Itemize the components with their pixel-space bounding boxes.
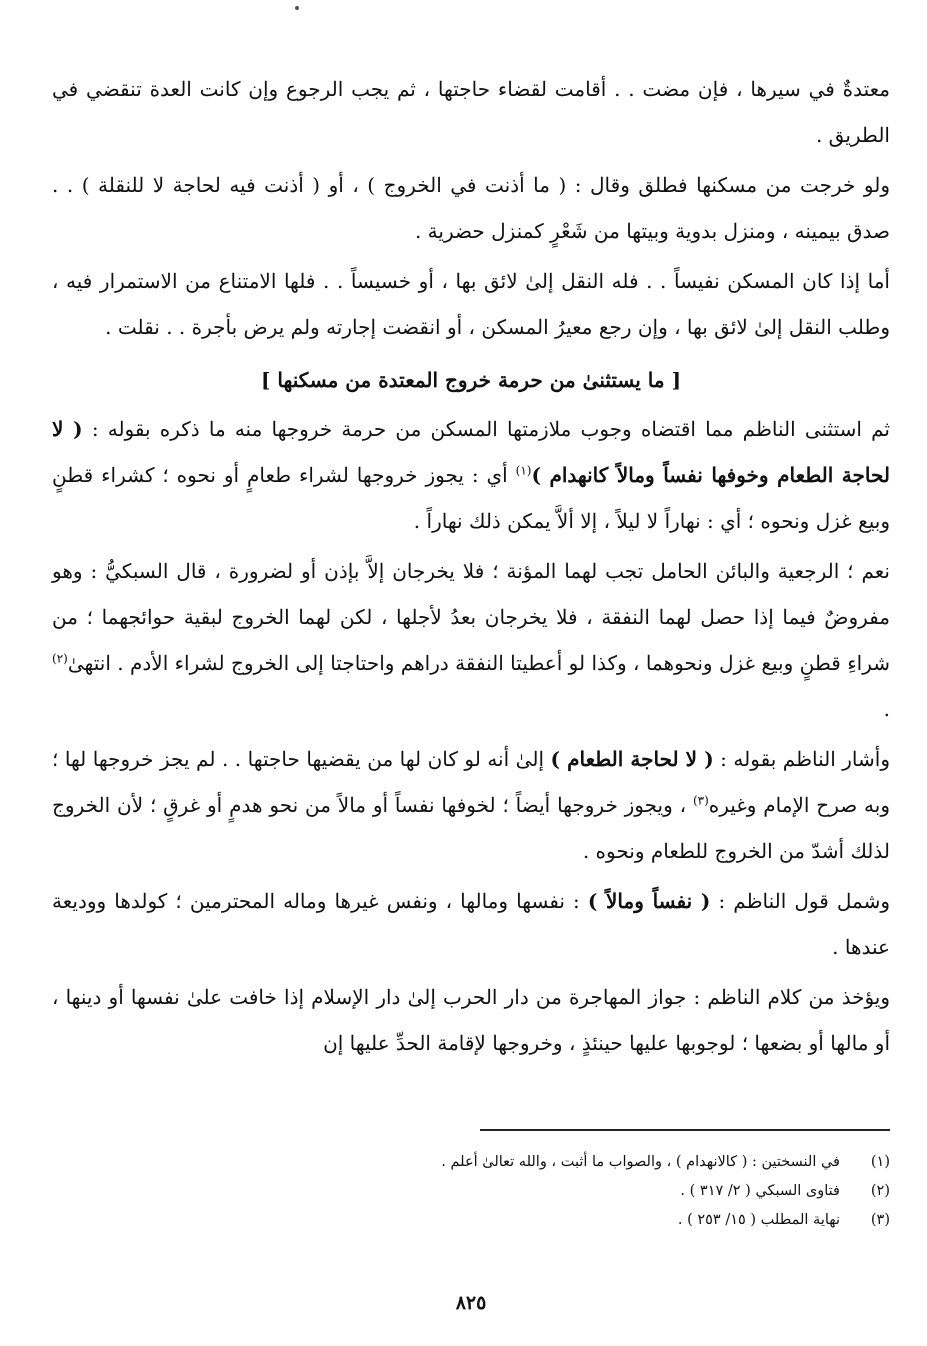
footnote-text: في النسختين : ( كالانهدام ) ، والصواب ما أثبت ، والله تعالىٰ أعلم . (441, 1154, 840, 1170)
paragraph-5-text-b: . (883, 697, 890, 721)
footnote-1 (52, 1148, 890, 1177)
paragraph-6 (52, 736, 890, 874)
section-heading: [ ما يستثنىٰ من حرمة خروج المعتدة من مسكنها ] (260, 368, 682, 392)
paragraph-6-text-a: وأشار الناظم بقوله : (713, 747, 890, 771)
footnote-ref-2[interactable]: (٢) (52, 651, 68, 666)
paragraph-6-text-c: ، ويجوز خروجها أيضاً ؛ لخوفها نفساً أو مالاً من نحو هدمٍ أو غرقٍ ؛ لأن الخروج لذلك أشدّ من الخروج للطعام ونحوه . (52, 793, 890, 863)
footnote-2 (52, 1177, 890, 1206)
footnotes (52, 1148, 890, 1235)
paragraph-2: ولو خرجت من مسكنها فطلق وقال : ( ما أذنت في الخروج ) ، أو ( أذنت فيه لحاجة لا للنقلة ) . . صدق بيمينه ، ومنزل بدوية وبيتها من شَعْرٍ كمنزل حضرية . (52, 173, 890, 243)
matn-quote: ( نفساً ومالاً ) (587, 889, 711, 913)
paragraph-1: معتدةٌ في سيرها ، فإن مضت . . أقامت لقضاء حاجتها ، ثم يجب الرجوع وإن كانت العدة تنقضي في الطريق . (52, 77, 890, 147)
footnote-number: (٣) (870, 1212, 890, 1228)
footnote-number: (٢) (870, 1183, 890, 1199)
matn-quote: ( لا لحاجة الطعام ) (550, 747, 714, 771)
paragraph-4-text-a: ثم استثنى الناظم مما اقتضاه وجوب ملازمتها المسكن من حرمة خروجها منه ما ذكره بقوله : (82, 417, 890, 441)
paragraph-7-text-b: : نفسها ومالها ، ونفس غيرها وماله المحترمين ؛ كولدها ووديعة عندها . (52, 889, 890, 959)
footnote-ref-3[interactable]: (٣) (692, 793, 709, 808)
paragraph-7-text-a: وشمل قول الناظم : (710, 889, 890, 913)
paragraph-4 (52, 406, 890, 544)
paragraph-3: أما إذا كان المسكن نفيساً . . فله النقل إلىٰ لائق بها ، أو خسيساً . . فلها الامتناع من الاستمرار فيه ، وطلب النقل إلىٰ لائق بها ، وإن رجع معيرُ المسكن ، أو انقضت إجارته ولم يرض بأجرة . . نقلت . (52, 269, 890, 339)
footnote-number: (١) (870, 1154, 890, 1170)
footnote-divider (480, 1129, 890, 1131)
page-number: ٨٢٥ (455, 1292, 487, 1314)
paragraph-6-text-b: إلىٰ أنه لو كان لها من يقضيها حاجتها . . لم يجز خروجها لها ؛ وبه صرح الإمام وغيره (52, 747, 891, 817)
matn-quote: ( لا لحاجة الطعام وخوفها نفساً ومالاً كانهدام ) (52, 417, 890, 487)
paragraph-5 (52, 548, 890, 732)
paragraph-7 (52, 878, 890, 970)
paragraph-8: ويؤخذ من كلام الناظم : جواز المهاجرة من دار الحرب إلىٰ دار الإسلام إذا خافت علىٰ نفسها أو دينها ، أو مالها أو بضعها ؛ لوجوبها عليها حينئذٍ ، وخروجها لإقامة الحدِّ عليها إن (52, 985, 890, 1055)
footnote-text: نهاية المطلب ( ١٥/ ٢٥٣ ) . (677, 1212, 840, 1228)
footnote-3 (52, 1206, 890, 1235)
scan-speck (295, 6, 299, 10)
page-body (52, 66, 891, 1314)
footnote-text: فتاوى السبكي ( ٢/ ٣١٧ ) . (680, 1183, 840, 1199)
footnote-ref-1[interactable]: (١) (515, 463, 532, 478)
paragraph-5-text-a: نعم ؛ الرجعية والبائن الحامل تجب لهما المؤنة ؛ فلا يخرجان إلاَّ بإذن أو لضرورة ، قال السبكيُّ : وهو مفروضٌ فيما إذا حصل لهما النفقة ، فلا يخرجان بعدُ لأجلها ، لكن لهما الخروج لبقية حوائجهما ؛ من شراءِ قطنٍ وبيع غزل ونحوهما ، وكذا لو أعطيتا النفقة دراهم واحتاجتا إلى الخروج لشراء الأدم . انتهىٰ (52, 559, 890, 675)
paragraph-4-text-b: أي : يجوز خروجها لشراء طعامٍ أو نحوه ؛ كشراء قطنٍ وبيع غزل ونحوه ؛ أي : نهاراً لا ليلاً ، إلا ألاَّ يمكن ذلك نهاراً . (52, 463, 890, 533)
